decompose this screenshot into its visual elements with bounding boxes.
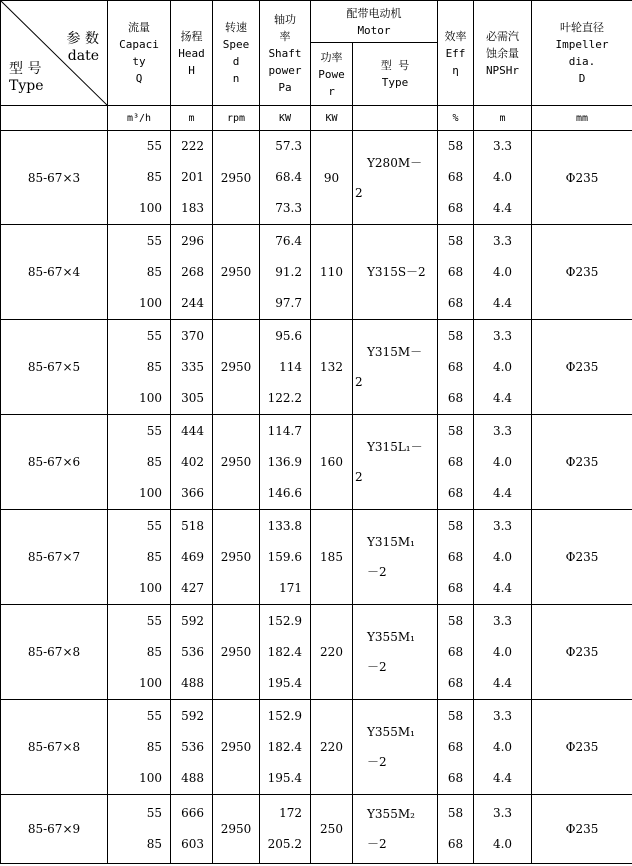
header-line: power xyxy=(268,63,302,77)
npsh-cell-value: 4.0 xyxy=(492,739,513,754)
unit-row xyxy=(1,106,632,131)
motor-type-cell xyxy=(353,415,438,510)
npsh-cell xyxy=(474,700,532,795)
head-header xyxy=(171,1,213,106)
table-row xyxy=(1,131,632,225)
shaft-power-cell-value: 68.4 xyxy=(275,170,302,184)
header-line: 必需汽 xyxy=(486,29,519,43)
npsh-cell xyxy=(474,131,532,225)
unit-cell: % xyxy=(438,106,474,131)
header-line: 配带电动机 xyxy=(346,6,402,20)
model-cell: 85-67×6 xyxy=(1,415,108,510)
speed-cell: 2950 xyxy=(213,131,260,225)
header-line: 转速 xyxy=(225,21,247,34)
header-line: 流量 xyxy=(128,21,150,34)
efficiency-cell xyxy=(438,795,474,864)
shaft-power-cell xyxy=(260,700,311,795)
header-line: Pa xyxy=(278,80,292,94)
unit-empty xyxy=(1,106,108,131)
motor-power-cell: 185 xyxy=(311,510,353,605)
head-cell-value: 183 xyxy=(181,201,204,215)
head-cell-value: 488 xyxy=(181,770,204,785)
head-cell-value: 366 xyxy=(181,485,204,500)
flow-cell-value: 85 xyxy=(146,644,162,659)
impeller-cell: Φ235 xyxy=(532,415,632,510)
header-line: Spee xyxy=(222,38,250,51)
motor-power-cell: 160 xyxy=(311,415,353,510)
table-row xyxy=(1,605,632,700)
header-line: NPSHr xyxy=(485,63,520,77)
efficiency-cell-value: 68 xyxy=(447,390,464,405)
header-line: 轴功 xyxy=(274,12,296,26)
header-line: 效率 xyxy=(444,29,467,43)
table-row xyxy=(1,225,632,320)
flow-header xyxy=(108,1,171,106)
motor-power-cell: 220 xyxy=(311,605,353,700)
efficiency-cell-value: 58 xyxy=(447,613,464,628)
speed-cell: 2950 xyxy=(213,795,260,864)
motor-power-cell: 90 xyxy=(311,131,353,225)
efficiency-cell-value: 68 xyxy=(447,837,464,851)
npsh-cell xyxy=(474,415,532,510)
shaft-power-cell-value: 159.6 xyxy=(267,549,302,564)
flow-cell-value: 100 xyxy=(139,675,162,690)
efficiency-header xyxy=(438,1,474,106)
motor-type-line: 2 xyxy=(355,375,363,389)
shaft-power-cell-value: 97.7 xyxy=(275,295,302,310)
npsh-cell-value: 3.3 xyxy=(492,806,513,820)
shaft-power-cell-value: 146.6 xyxy=(267,485,302,500)
head-cell-value: 603 xyxy=(181,837,204,851)
head-cell-value: 370 xyxy=(181,328,204,343)
head-cell xyxy=(171,131,213,225)
npsh-cell xyxy=(474,320,532,415)
header-line: Powe xyxy=(318,67,345,81)
efficiency-cell-value: 68 xyxy=(447,454,464,469)
head-cell xyxy=(171,795,213,864)
unit-cell: mm xyxy=(532,106,632,131)
head-cell-value: 335 xyxy=(181,359,204,374)
efficiency-cell-value: 68 xyxy=(447,644,464,659)
flow-cell-value: 85 xyxy=(146,837,162,851)
head-cell-value: 402 xyxy=(181,454,204,469)
flow-cell xyxy=(108,320,171,415)
speed-cell: 2950 xyxy=(213,225,260,320)
unit-empty xyxy=(353,106,438,131)
head-cell xyxy=(171,605,213,700)
head-cell-value: 592 xyxy=(181,708,204,723)
efficiency-cell-value: 68 xyxy=(447,770,464,785)
flow-cell xyxy=(108,510,171,605)
impeller-cell: Φ235 xyxy=(532,605,632,700)
efficiency-cell-value: 58 xyxy=(447,328,464,343)
header-line: d xyxy=(232,55,240,68)
head-cell-value: 518 xyxy=(181,518,204,533)
npsh-cell-value: 4.0 xyxy=(492,549,513,564)
shaft-power-cell-value: 136.9 xyxy=(267,454,302,469)
flow-cell-value: 55 xyxy=(146,613,162,628)
shaft-power-cell-value: 91.2 xyxy=(275,264,302,279)
efficiency-cell-value: 68 xyxy=(447,485,464,500)
unit-cell: KW xyxy=(311,106,353,131)
shaft-power-cell xyxy=(260,225,311,320)
efficiency-cell-value: 68 xyxy=(447,549,464,564)
flow-cell-value: 85 xyxy=(146,170,162,184)
npsh-cell-value: 4.4 xyxy=(492,295,513,310)
npsh-cell xyxy=(474,510,532,605)
head-cell xyxy=(171,510,213,605)
efficiency-cell-value: 68 xyxy=(447,264,464,279)
motor-type-cell xyxy=(353,605,438,700)
flow-cell-value: 85 xyxy=(146,549,162,564)
table-row xyxy=(1,510,632,605)
motor-type-line: Y315S－2 xyxy=(367,265,426,279)
speed-cell: 2950 xyxy=(213,320,260,415)
motor-type-cell xyxy=(353,320,438,415)
flow-cell-value: 55 xyxy=(146,423,162,438)
table-row xyxy=(1,795,632,864)
table-row xyxy=(1,415,632,510)
efficiency-cell xyxy=(438,320,474,415)
npsh-cell-value: 4.0 xyxy=(492,644,513,659)
flow-cell-value: 55 xyxy=(146,806,162,820)
flow-cell-value: 55 xyxy=(146,328,162,343)
header-line: Motor xyxy=(357,23,391,37)
head-cell-value: 666 xyxy=(181,806,204,820)
head-cell-value: 469 xyxy=(181,549,204,564)
motor-type-line: Y315M－ xyxy=(367,345,423,359)
efficiency-cell-value: 68 xyxy=(447,201,464,215)
npsh-cell-value: 3.3 xyxy=(492,328,513,343)
efficiency-cell-value: 58 xyxy=(447,806,464,820)
impeller-cell: Φ235 xyxy=(532,700,632,795)
model-cell: 85-67×3 xyxy=(1,131,108,225)
npsh-cell xyxy=(474,605,532,700)
flow-cell-value: 100 xyxy=(139,295,162,310)
shaft-power-cell xyxy=(260,605,311,700)
shaft-power-cell-value: 171 xyxy=(279,580,302,595)
header-line: dia. xyxy=(568,55,596,68)
efficiency-cell xyxy=(438,131,474,225)
efficiency-cell-value: 68 xyxy=(447,359,464,374)
motor-type-cell xyxy=(353,510,438,605)
model-cell: 85-67×7 xyxy=(1,510,108,605)
npsh-cell-value: 3.3 xyxy=(492,708,513,723)
shaft-power-cell-value: 182.4 xyxy=(267,739,302,754)
flow-cell-value: 85 xyxy=(146,359,162,374)
header-line: Q xyxy=(135,72,143,85)
speed-cell: 2950 xyxy=(213,605,260,700)
shaft-power-cell xyxy=(260,795,311,864)
npsh-cell-value: 4.4 xyxy=(492,770,513,785)
shaft-power-cell-value: 182.4 xyxy=(267,644,302,659)
header-line: 蚀余量 xyxy=(486,46,519,60)
head-cell-value: 201 xyxy=(181,170,204,184)
head-cell-value: 244 xyxy=(181,295,204,310)
efficiency-cell-value: 68 xyxy=(447,675,464,690)
shaft-power-cell xyxy=(260,415,311,510)
flow-cell-value: 55 xyxy=(146,518,162,533)
motor-type-line: －2 xyxy=(367,565,387,579)
flow-cell xyxy=(108,700,171,795)
unit-cell: m³/h xyxy=(108,106,171,131)
table-row xyxy=(1,700,632,795)
efficiency-cell-value: 68 xyxy=(447,170,464,184)
npsh-cell-value: 3.3 xyxy=(492,233,513,248)
npsh-cell-value: 4.0 xyxy=(492,359,513,374)
flow-cell-value: 55 xyxy=(146,139,162,153)
shaft-power-cell-value: 76.4 xyxy=(275,233,302,248)
header-line: Shaft xyxy=(268,46,302,60)
param-label: 参 数 date xyxy=(66,31,99,64)
header-line: 叶轮直径 xyxy=(560,21,604,34)
shaft-power-cell-value: 172 xyxy=(279,806,302,820)
flow-cell-value: 100 xyxy=(139,201,162,215)
motor-type-header xyxy=(353,43,438,106)
flow-cell-value: 55 xyxy=(146,708,162,723)
motor-type-line: －2 xyxy=(367,755,387,769)
impeller-cell: Φ235 xyxy=(532,225,632,320)
flow-cell xyxy=(108,605,171,700)
head-cell-value: 536 xyxy=(181,644,204,659)
header-line: Eff xyxy=(445,46,466,60)
motor-header xyxy=(311,1,438,43)
efficiency-cell xyxy=(438,225,474,320)
table-row xyxy=(1,320,632,415)
efficiency-cell xyxy=(438,605,474,700)
head-cell xyxy=(171,700,213,795)
npsh-cell-value: 4.4 xyxy=(492,675,513,690)
npsh-cell-value: 4.0 xyxy=(492,837,513,851)
header-line: Type xyxy=(381,76,409,89)
shaft-power-cell-value: 73.3 xyxy=(275,201,302,215)
motor-type-line: －2 xyxy=(367,837,387,851)
speed-header xyxy=(213,1,260,106)
head-cell-value: 536 xyxy=(181,739,204,754)
flow-cell-value: 85 xyxy=(146,739,162,754)
npsh-cell-value: 4.0 xyxy=(492,454,513,469)
unit-cell: m xyxy=(171,106,213,131)
efficiency-cell-value: 58 xyxy=(447,233,464,248)
motor-type-line: Y355M₁ xyxy=(367,725,415,739)
header-line: ty xyxy=(132,55,146,68)
npsh-header xyxy=(474,1,532,106)
head-cell-value: 222 xyxy=(181,139,204,153)
motor-type-cell xyxy=(353,225,438,320)
npsh-cell-value: 3.3 xyxy=(492,518,513,533)
head-cell-value: 268 xyxy=(181,264,204,279)
shaft-power-cell-value: 195.4 xyxy=(267,675,302,690)
speed-cell: 2950 xyxy=(213,700,260,795)
shaft-power-cell-value: 114 xyxy=(279,359,302,374)
npsh-cell-value: 4.0 xyxy=(492,264,513,279)
model-cell: 85-67×8 xyxy=(1,605,108,700)
header-line: Capaci xyxy=(119,38,159,51)
shaft-power-cell-value: 122.2 xyxy=(267,390,302,405)
npsh-cell-value: 4.4 xyxy=(492,390,513,405)
head-cell-value: 488 xyxy=(181,675,204,690)
model-cell: 85-67×8 xyxy=(1,700,108,795)
head-cell xyxy=(171,225,213,320)
npsh-cell-value: 4.4 xyxy=(492,201,513,215)
flow-cell-value: 100 xyxy=(139,390,162,405)
shaft-power-cell-value: 95.6 xyxy=(275,328,302,343)
shaft-power-cell-value: 57.3 xyxy=(275,139,302,153)
speed-cell: 2950 xyxy=(213,510,260,605)
head-cell-value: 444 xyxy=(181,423,204,438)
header-line: 率 xyxy=(279,29,291,43)
efficiency-cell-value: 58 xyxy=(447,518,464,533)
shaft-power-cell-value: 205.2 xyxy=(267,837,302,851)
header-line: 扬程 xyxy=(180,29,203,43)
flow-cell-value: 85 xyxy=(146,264,162,279)
motor-power-cell: 132 xyxy=(311,320,353,415)
header-line: n xyxy=(232,72,240,85)
efficiency-cell xyxy=(438,700,474,795)
efficiency-cell-value: 58 xyxy=(447,423,464,438)
impeller-cell: Φ235 xyxy=(532,320,632,415)
header-line: H xyxy=(188,63,195,77)
impeller-header xyxy=(532,1,632,106)
shaft-power-cell xyxy=(260,131,311,225)
motor-type-line: Y280M－ xyxy=(367,155,423,170)
motor-type-line: 2 xyxy=(355,185,363,200)
npsh-cell xyxy=(474,795,532,864)
motor-type-cell xyxy=(353,131,438,225)
npsh-cell-value: 4.0 xyxy=(492,170,513,184)
flow-cell xyxy=(108,415,171,510)
shaft-power-cell-value: 114.7 xyxy=(267,423,302,438)
shaft-power-cell-value: 152.9 xyxy=(267,708,302,723)
head-cell-value: 427 xyxy=(181,580,204,595)
motor-power-cell: 220 xyxy=(311,700,353,795)
flow-cell-value: 100 xyxy=(139,485,162,500)
flow-cell-value: 100 xyxy=(139,580,162,595)
efficiency-cell-value: 68 xyxy=(447,739,464,754)
unit-cell: m xyxy=(474,106,532,131)
shaft-power-cell-value: 133.8 xyxy=(267,518,302,533)
shaft-power-cell-value: 195.4 xyxy=(267,770,302,785)
motor-type-line: Y355M₂ xyxy=(367,807,415,821)
motor-type-cell xyxy=(353,700,438,795)
shaft-power-cell-value: 152.9 xyxy=(267,613,302,628)
head-cell-value: 296 xyxy=(181,233,204,248)
head-cell-value: 592 xyxy=(181,613,204,628)
motor-type-line: Y355M₁ xyxy=(367,630,415,644)
model-cell: 85-67×5 xyxy=(1,320,108,415)
efficiency-cell xyxy=(438,510,474,605)
npsh-cell-value: 4.4 xyxy=(492,580,513,595)
flow-cell xyxy=(108,795,171,864)
efficiency-cell-value: 58 xyxy=(447,708,464,723)
npsh-cell-value: 3.3 xyxy=(492,423,513,438)
header-line: Head xyxy=(178,46,205,60)
npsh-cell xyxy=(474,225,532,320)
motor-power-cell: 110 xyxy=(311,225,353,320)
unit-cell: rpm xyxy=(213,106,260,131)
impeller-cell: Φ235 xyxy=(532,131,632,225)
efficiency-cell xyxy=(438,415,474,510)
header-line: Impeller xyxy=(555,38,609,51)
motor-type-line: －2 xyxy=(367,660,387,674)
header-line: 型 号 xyxy=(380,59,410,72)
header-line: D xyxy=(578,72,586,85)
impeller-cell: Φ235 xyxy=(532,510,632,605)
npsh-cell-value: 4.4 xyxy=(492,485,513,500)
header-line: r xyxy=(328,84,335,98)
npsh-cell-value: 3.3 xyxy=(492,613,513,628)
head-cell xyxy=(171,415,213,510)
flow-cell-value: 100 xyxy=(139,770,162,785)
shaft-power-cell xyxy=(260,510,311,605)
diagonal-header-cell xyxy=(1,1,108,106)
impeller-cell: Φ235 xyxy=(532,795,632,864)
speed-cell: 2950 xyxy=(213,415,260,510)
motor-power-cell: 250 xyxy=(311,795,353,864)
unit-cell: KW xyxy=(260,106,311,131)
npsh-cell-value: 3.3 xyxy=(492,139,513,153)
flow-cell-value: 55 xyxy=(146,233,162,248)
header-line: 功率 xyxy=(320,50,343,64)
motor-type-line: Y315L₁－ xyxy=(367,440,423,454)
flow-cell xyxy=(108,131,171,225)
model-cell: 85-67×4 xyxy=(1,225,108,320)
efficiency-cell-value: 68 xyxy=(447,295,464,310)
flow-cell xyxy=(108,225,171,320)
efficiency-cell-value: 68 xyxy=(447,580,464,595)
efficiency-cell-value: 58 xyxy=(447,139,464,153)
type-label: 型 号 Type xyxy=(9,61,44,94)
head-cell-value: 305 xyxy=(181,390,204,405)
model-cell: 85-67×9 xyxy=(1,795,108,864)
shaft-power-cell xyxy=(260,320,311,415)
motor-type-line: 2 xyxy=(355,470,363,484)
header-line: η xyxy=(452,63,459,77)
shaft-power-header xyxy=(260,1,311,106)
motor-power-header xyxy=(311,43,353,106)
head-cell xyxy=(171,320,213,415)
flow-cell-value: 85 xyxy=(146,454,162,469)
motor-type-cell xyxy=(353,795,438,864)
motor-type-line: Y315M₁ xyxy=(367,535,415,549)
